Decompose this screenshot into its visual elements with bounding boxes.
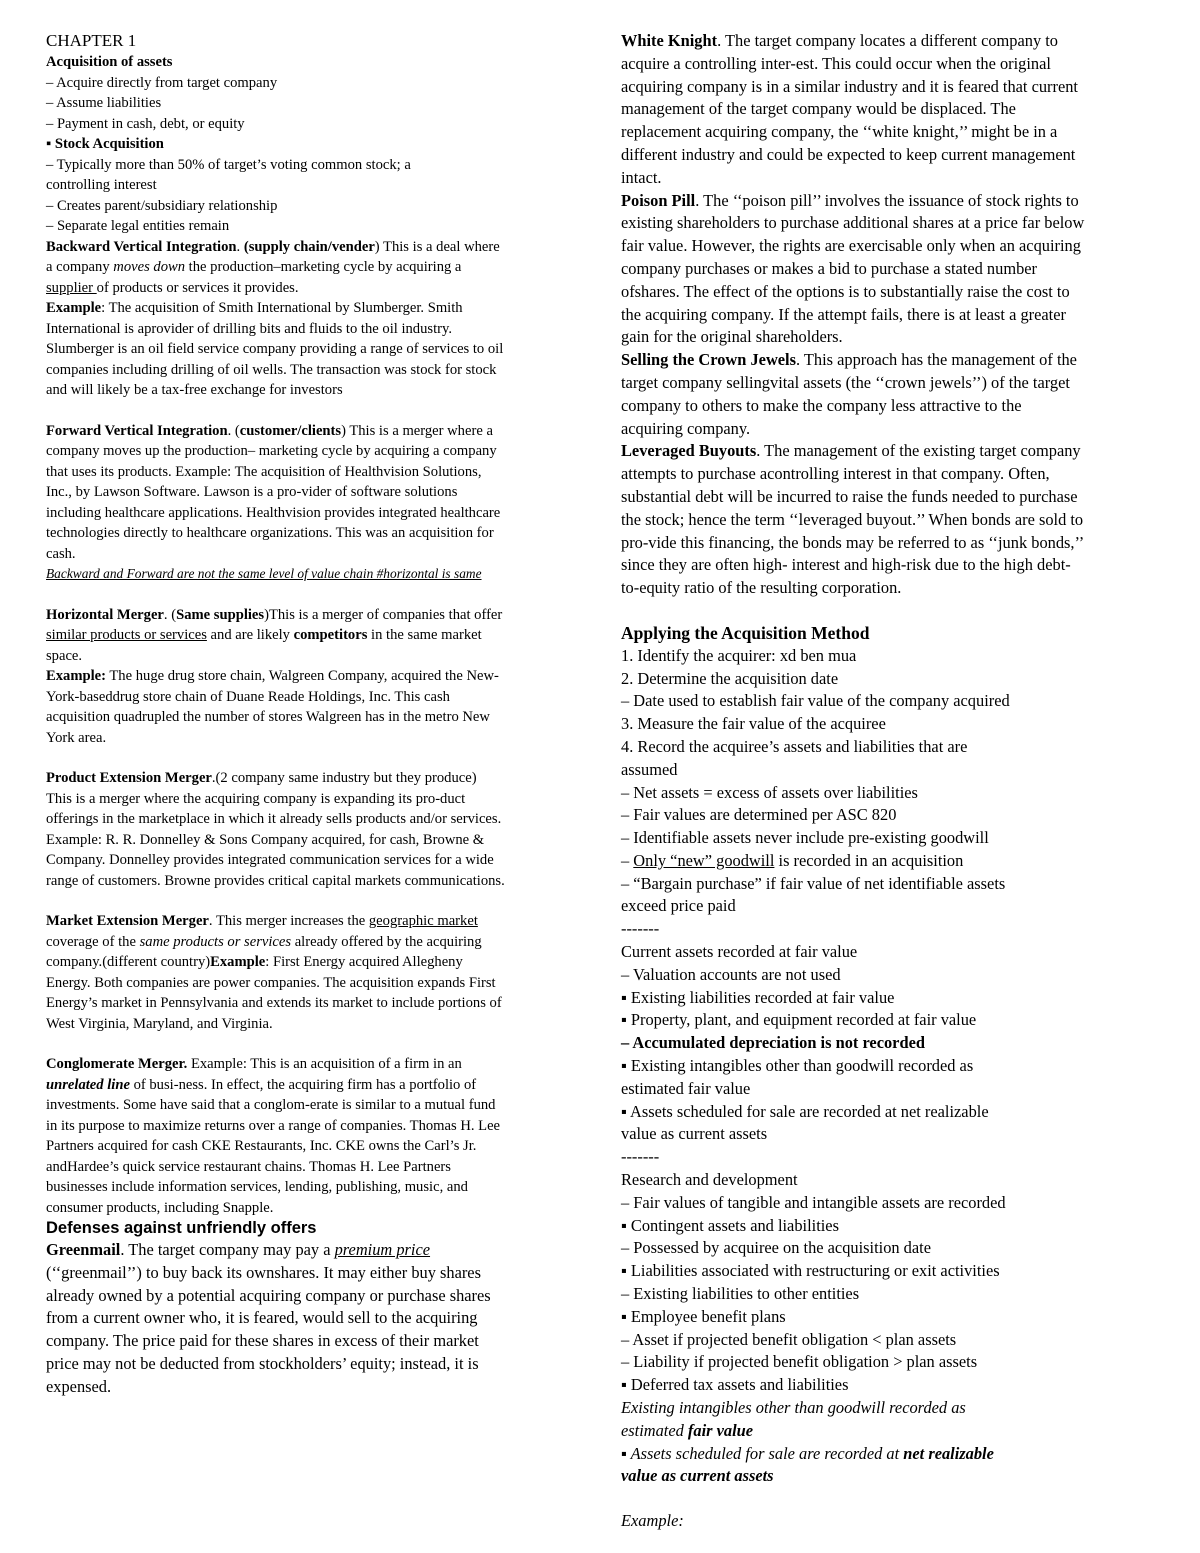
paragraph-line: technologies directly to healthcare organizations. This was an acquisition for: [46, 525, 494, 541]
paragraph-line: Slumberger is an oil field service company providing a range of services to oil: [46, 341, 504, 357]
chapter-heading: CHAPTER 1: [46, 31, 137, 50]
paragraph-line: company. The price paid for these shares in excess of their market: [46, 1331, 479, 1351]
leveraged-buyouts-title: Leveraged Buyouts: [621, 441, 757, 461]
divider-text: -------: [621, 1147, 660, 1167]
market-extension-section: Market Extension Merger. This merger increases the geographic market coverage of the same products or services already offered by the acquiring company.(different country)Example: First Energy acquired Allegheny Energy. Both companies are power companies. The acquisition expands First Energy’s market in Pennsylvania and extends its market to include portions of West Virginia, Maryland, and Virginia.: [46, 911, 602, 1034]
list-item: ▪ Employee benefit plans: [621, 1306, 786, 1326]
list-item: – Payment in cash, debt, or equity: [46, 115, 245, 132]
greenmail-title: Greenmail: [46, 1240, 121, 1259]
list-item: – Separate legal entities remain: [46, 218, 230, 234]
product-extension-title: Product Extension Merger: [46, 770, 212, 786]
list-item: Research and development: [621, 1170, 798, 1190]
paragraph-line: York area.: [46, 729, 107, 746]
forward-title: Forward Vertical Integration: [46, 422, 228, 439]
list-item: ▪ Property, plant, and equipment recorded at fair value: [621, 1010, 977, 1030]
paragraph-line: in its purpose to maximize returns over a range of companies. Thomas H. Lee: [46, 1117, 501, 1134]
paragraph-line: already owned by a potential acquiring company or purchase shares: [46, 1285, 491, 1305]
paragraph-line: expensed.: [46, 1376, 112, 1396]
horizontal-tag: Same supplies: [176, 606, 265, 623]
list-item: – Acquire directly from target company: [46, 74, 278, 91]
paragraph-line: acquisition quadrupled the number of stores Walgreen has in the metro New: [46, 709, 490, 725]
paragraph-line: the acquiring company. If the attempt fails, there is at least a greater: [621, 304, 1066, 324]
paragraph-line: cash.: [46, 545, 76, 562]
conglomerate-section: Conglomerate Merger. Example: This is an acquisition of a firm in an unrelated line of busi-ness. In effect, the acquiring firm has a portfolio of investments. Some have said that a conglom-erate is similar to a mutual fund in its purpose to maximize returns over a range of companies. Thomas H. Lee Partners acquired for cash CKE Restaurants, Inc. CKE owns the Carl’s Jr. andHardee’s quick service restaurant chains. Thomas H. Lee Partners businesses include information services, lending, publishing, music, and consumer products, including Snapple.: [46, 1054, 602, 1218]
list-item: 1. Identify the acquirer: xd ben mua: [621, 645, 857, 665]
list-item: ▪ Liabilities associated with restructuring or exit activities: [621, 1261, 1000, 1281]
paragraph-line: intact.: [621, 167, 662, 187]
white-knight-title: White Knight: [621, 31, 718, 50]
paragraph-line: to-equity ratio of the resulting corporation.: [621, 578, 902, 598]
list-item: ▪ Existing intangibles other than goodwill recorded as: [621, 1056, 974, 1076]
poison-pill-section: Poison Pill. The ‘‘poison pill’’ involves the issuance of stock rights to existing shareholders to purchase additional shares at a price far below fair value. However, the rights are exercisable only when an acquiring company purchases or makes a bid to purchase a stated number ofshares. The effect of the options is to substantially raise the cost to the acquiring company. If the attempt fails, there is at least a greater gain for the original shareholders.: [621, 190, 1181, 350]
acquisition-of-assets-heading: Acquisition of assets: [46, 54, 173, 70]
horizontal-title: Horizontal Merger: [46, 606, 164, 623]
list-item: – Possessed by acquiree on the acquisition date: [621, 1238, 931, 1258]
right-column: [621, 30, 1181, 1533]
paragraph-line: Company. Donnelley provides integrated communication services for a wide: [46, 852, 494, 868]
paragraph-line: the stock; hence the term ‘‘leveraged buyout.’’ When bonds are sold to: [621, 509, 1084, 529]
paragraph-line: Example: R. R. Donnelley & Sons Company acquired, for cash, Browne &: [46, 831, 485, 848]
paragraph-line: fair value. However, the rights are exercisable only when an acquiring: [621, 236, 1081, 256]
paragraph-line: target company sellingvital assets (the ‘‘crown jewels’’) of the target: [621, 372, 1070, 392]
divider-text: -------: [621, 919, 660, 939]
paragraph-line: attempts to purchase acontrolling interest in that company. Often,: [621, 464, 1050, 484]
paragraph-line: management of the target company would be displaced. The: [621, 99, 1016, 119]
list-item: ▪ Contingent assets and liabilities: [621, 1215, 839, 1235]
paragraph-line: York-baseddrug store chain of Duane Reade Holdings, Inc. This cash: [46, 688, 450, 705]
stock-acquisition-heading: ▪ Stock Acquisition: [46, 136, 164, 152]
conglomerate-title: Conglomerate Merger.: [46, 1056, 188, 1072]
paragraph-line: substantial debt will be incurred to raise the funds needed to purchase: [621, 486, 1078, 506]
leveraged-buyouts-section: Leveraged Buyouts. The management of the existing target company attempts to purchase acontrolling interest in that company. Often, substantial debt will be incurred to raise the funds needed to purchase the stock; hence the term ‘‘leveraged buyout.’’ When bonds are sold to pro-vide this financing, the bonds may be referred to as ‘‘junk bonds,’’ since they are often high- interest and high-risk due to the high debt- to-equity ratio of the resulting corporation.: [621, 440, 1181, 600]
list-item: – Identifiable assets never include pre-existing goodwill: [621, 828, 989, 848]
crown-jewels-section: Selling the Crown Jewels. This approach has the management of the target company sellingvital assets (the ‘‘crown jewels’’) of the target company to others to make the company less attractive to the acquiring company.: [621, 349, 1181, 440]
list-item: – Existing liabilities to other entities: [621, 1284, 860, 1304]
example-label: Example:: [46, 668, 106, 684]
paragraph-line: gain for the original shareholders.: [621, 327, 843, 347]
paragraph-line: pro-vide this financing, the bonds may be referred to as ‘‘junk bonds,’’: [621, 532, 1085, 552]
value-chain-note: Backward and Forward are not the same level of value chain #horizontal is same: [46, 566, 482, 581]
market-extension-title: Market Extension Merger: [46, 913, 209, 929]
list-item: – Fair values are determined per ASC 820: [621, 805, 897, 825]
paragraph-line: International is aprovider of drilling bits and fluids to the oil industry.: [46, 320, 452, 337]
paragraph-line: company moves up the production– marketing cycle by acquiring a company: [46, 443, 497, 459]
paragraph-line: company to others to make the company less attractive to the: [621, 395, 1022, 415]
example-label: Example:: [621, 1511, 684, 1531]
paragraph-line: different industry and could be expected to keep current management: [621, 144, 1076, 164]
paragraph-line: from a current owner who, it is feared, would sell to the acquiring: [46, 1308, 478, 1328]
paragraph-line: that uses its products. Example: The acquisition of Healthvision Solutions,: [46, 463, 482, 480]
accumulated-depreciation-note: – Accumulated depreciation is not recorded: [621, 1033, 925, 1053]
list-item: 2. Determine the acquisition date: [621, 668, 839, 688]
list-item: ▪ Assets scheduled for sale are recorded at net realizable: [621, 1101, 989, 1121]
list-item: value as current assets: [621, 1124, 768, 1144]
list-item: – “Bargain purchase” if fair value of net identifiable assets: [621, 873, 1006, 893]
paragraph-line: andHardee’s quick service restaurant chains. Thomas H. Lee Partners: [46, 1158, 451, 1175]
paragraph-line: (‘‘greenmail’’) to buy back its ownshares. It may either buy shares: [46, 1262, 481, 1282]
poison-pill-title: Poison Pill: [621, 190, 696, 210]
example-label: Example: [46, 300, 102, 316]
paragraph-line: and will likely be a tax-free exchange for investors: [46, 382, 343, 398]
paragraph-line: replacement acquiring company, the ‘‘white knight,’’ might be in a: [621, 122, 1058, 142]
paragraph-line: West Virginia, Maryland, and Virginia.: [46, 1015, 273, 1032]
white-knight-section: White Knight. The target company locates a different company to acquire a controlling inter-est. This could occur when the original acquiring company is in a similar industry and it is feared that current management of the target company would be displaced. The replacement acquiring company, the ‘‘white knight,’’ might be in a different industry and could be expected to keep current management intact.: [621, 30, 1181, 190]
list-item: – Fair values of tangible and intangible assets are recorded: [621, 1192, 1006, 1212]
list-item: – Asset if projected benefit obligation < plan assets: [621, 1329, 957, 1349]
list-item: exceed price paid: [621, 896, 736, 916]
backward-integration-section: Backward Vertical Integration. (supply chain/vender) This is a deal where a company moves down the production–marketing cycle by acquiring a supplier of products or services it provides. Example: The acquisition of Smith International by Slumberger. Smith International is aprovider of drilling bits and fluids to the oil industry. Slumberger is an oil field service company providing a range of services to oil companies including drilling of oil wells. The transaction was stock for stock and will likely be a tax-free exchange for investors: [46, 237, 602, 401]
product-extension-section: Product Extension Merger.(2 company same industry but they produce) This is a merger where the acquiring company is expanding its pro-duct offerings in the marketplace in which it already sells products and/or services. Example: R. R. Donnelley & Sons Company acquired, for cash, Browne & Company. Donnelley provides integrated communication services for a wide range of customers. Browne provides critical capital markets communications.: [46, 768, 602, 891]
paragraph-line: price may not be deducted from stockholders’ equity; instead, it is: [46, 1353, 479, 1373]
list-item: estimated fair value: [621, 1078, 751, 1098]
backward-tag: (supply chain/vender: [243, 238, 375, 255]
paragraph-line: This is a merger where the acquiring company is expanding its pro-duct: [46, 790, 466, 807]
paragraph-line: Energy. Both companies are power companies. The acquisition expands First: [46, 974, 496, 991]
list-item: – Creates parent/subsidiary relationship: [46, 197, 278, 214]
list-item: ▪ Existing liabilities recorded at fair value: [621, 987, 895, 1007]
paragraph-line: companies including drilling of oil wells. The transaction was stock for stock: [46, 361, 497, 378]
applying-acquisition-method-heading: Applying the Acquisition Method: [621, 622, 870, 643]
paragraph-line: acquiring company is in a similar industry and it is feared that current: [621, 76, 1078, 96]
paragraph-line: acquire a controlling inter-est. This could occur when the original: [621, 53, 1051, 73]
forward-integration-section: Forward Vertical Integration. (customer/clients) This is a merger where a company moves up the production– marketing cycle by acquiring a company that uses its products. Example: The acquisition of Healthvision Solutions, Inc., by Lawson Software. Lawson is a pro-vider of software solutions including healthcare applications. Healthvision provides integrated healthcare technologies directly to healthcare organizations. This was an acquisition for cash. Backward and Forward are not the same level of value chain #horizontal is same: [46, 421, 602, 585]
paragraph-line: ofshares. The effect of the options is to substantially raise the cost to: [621, 281, 1070, 301]
list-item: 3. Measure the fair value of the acquiree: [621, 714, 886, 734]
list-item: – Typically more than 50% of target’s voting common stock; a: [46, 156, 411, 173]
list-item: assumed: [621, 759, 678, 779]
paragraph-line: businesses include information services, lending, publishing, music, and: [46, 1179, 468, 1195]
list-item: – Net assets = excess of assets over liabilities: [621, 782, 918, 802]
list-item: ▪ Deferred tax assets and liabilities: [621, 1375, 849, 1395]
paragraph-line: consumer products, including Snapple.: [46, 1199, 274, 1216]
backward-title: Backward Vertical Integration: [46, 238, 237, 255]
paragraph-line: acquiring company.: [621, 418, 751, 438]
paragraph-line: offerings in the marketplace in which it already sells products and/or services.: [46, 811, 502, 827]
crown-jewels-title: Selling the Crown Jewels: [621, 350, 796, 370]
horizontal-merger-section: Horizontal Merger. (Same supplies)This is a merger of companies that offer similar products or services and are likely competitors in the same market space. Example: The huge drug store chain, Walgreen Company, acquired the New- York-baseddrug store chain of Duane Reade Holdings, Inc. This cash acquisition quadrupled the number of stores Walgreen has in the metro New York area.: [46, 605, 602, 749]
list-item: 4. Record the acquiree’s assets and liabilities that are: [621, 736, 968, 756]
left-column: [46, 30, 602, 1399]
example-label: Example: [210, 954, 266, 970]
forward-tag: customer/clients: [239, 422, 342, 439]
list-item: controlling interest: [46, 177, 157, 193]
paragraph-line: range of customers. Browne provides critical capital markets communications.: [46, 872, 505, 889]
paragraph-line: existing shareholders to purchase additional shares at a price far below: [621, 213, 1085, 233]
paragraph-line: Inc., by Lawson Software. Lawson is a pro-vider of software solutions: [46, 484, 458, 500]
greenmail-section: Greenmail. The target company may pay a premium price (‘‘greenmail’’) to buy back its ownshares. It may either buy shares already owned by a potential acquiring company or purchase shares from a current owner who, it is feared, would sell to the acquiring company. The price paid for these shares in excess of their market price may not be deducted from stockholders’ equity; instead, it is expensed.: [46, 1239, 602, 1399]
defenses-heading: Defenses against unfriendly offers: [46, 1219, 317, 1237]
paragraph-line: Partners acquired for cash CKE Restaurants, Inc. CKE owns the Carl’s Jr.: [46, 1138, 477, 1154]
list-item: Current assets recorded at fair value: [621, 942, 858, 962]
paragraph-line: company purchases or makes a bid to purchase a stated number: [621, 258, 1038, 278]
list-item: – Assume liabilities: [46, 95, 162, 111]
list-item: – Liability if projected benefit obligation > plan assets: [621, 1352, 978, 1372]
paragraph-line: investments. Some have said that a conglom-erate is similar to a mutual fund: [46, 1097, 496, 1113]
list-item: – Only “new” goodwill is recorded in an acquisition: [621, 850, 964, 870]
list-item: – Valuation accounts are not used: [621, 964, 841, 984]
list-item: – Date used to establish fair value of the company acquired: [621, 691, 1010, 711]
paragraph-line: Energy’s market in Pennsylvania and extends its market to include portions of: [46, 995, 502, 1011]
paragraph-line: since they are often high- interest and high-risk due to the high debt-: [621, 555, 1071, 575]
italic-notes: Existing intangibles other than goodwill recorded as estimated fair value ▪ Assets scheduled for sale are recorded at net realizable value as current assets: [621, 1398, 994, 1486]
paragraph-line: including healthcare applications. Healthvision provides integrated healthcare: [46, 504, 501, 521]
